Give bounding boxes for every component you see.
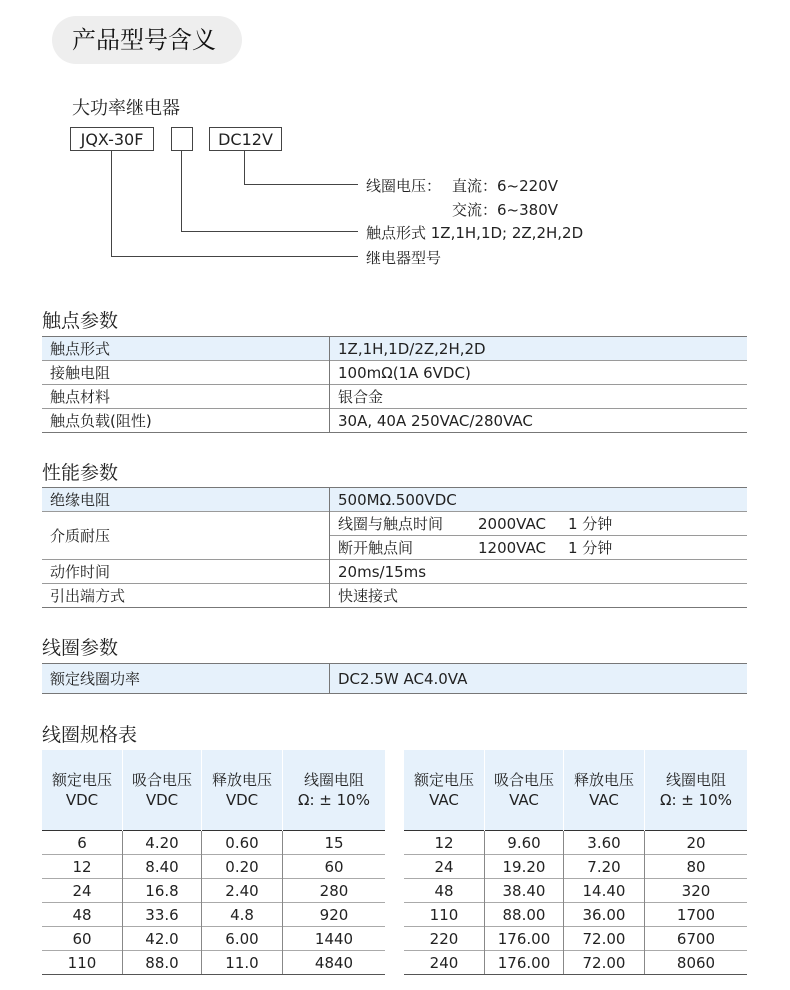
column-header: 线圈电阻 Ω: ± 10% — [645, 750, 748, 831]
dielectric-condition: 断开触点间 — [338, 539, 414, 557]
coil-params-table — [42, 663, 747, 694]
param-key: 动作时间 — [42, 560, 330, 584]
cell: 220 — [404, 927, 485, 951]
cell: 12 — [404, 831, 485, 855]
contact-form-desc: 触点形式 1Z,1H,1D; 2Z,2H,2D — [366, 224, 584, 242]
cell: 38.40 — [485, 879, 564, 903]
cell: 11.0 — [202, 951, 283, 975]
performance-params-table — [42, 487, 747, 608]
model-code-box: JQX-30F — [70, 127, 154, 151]
table-row — [42, 337, 747, 361]
param-value: 银合金 — [330, 385, 748, 409]
table-row — [42, 903, 385, 927]
table-row — [404, 927, 747, 951]
dc-voltage-range: 直流：6~220V — [452, 177, 559, 195]
coil-params-title: 线圈参数 — [42, 637, 119, 659]
cell: 1700 — [645, 903, 748, 927]
table-header-row — [42, 750, 385, 831]
coil-dc-table — [42, 750, 385, 975]
table-row — [42, 951, 385, 975]
param-key: 额定线圈功率 — [42, 664, 330, 694]
cell: 3.60 — [564, 831, 645, 855]
contact-params-title: 触点参数 — [42, 310, 119, 332]
cell: 2.40 — [202, 879, 283, 903]
page-title: 产品型号含义 — [52, 16, 242, 64]
cell: 20 — [645, 831, 748, 855]
param-value: 1Z,1H,1D/2Z,2H,2D — [330, 337, 748, 361]
table-row — [404, 831, 747, 855]
cell: 60 — [42, 927, 123, 951]
cell: 48 — [42, 903, 123, 927]
table-row — [42, 512, 747, 536]
cell: 0.20 — [202, 855, 283, 879]
dielectric-duration: 1 分钟 — [568, 539, 613, 557]
dielectric-duration: 1 分钟 — [568, 515, 613, 533]
cell: 110 — [42, 951, 123, 975]
column-header: 吸合电压 VAC — [485, 750, 564, 831]
voltage-connector-h — [244, 184, 358, 185]
cell: 24 — [42, 879, 123, 903]
param-key: 触点材料 — [42, 385, 330, 409]
cell: 88.0 — [123, 951, 202, 975]
param-key: 触点形式 — [42, 337, 330, 361]
param-value: 快速接式 — [330, 584, 748, 608]
cell: 24 — [404, 855, 485, 879]
param-value: 30A, 40A 250VAC/280VAC — [330, 409, 748, 433]
table-row — [404, 855, 747, 879]
table-row — [42, 664, 747, 694]
cell: 4840 — [283, 951, 386, 975]
cell: 72.00 — [564, 927, 645, 951]
table-row — [42, 927, 385, 951]
column-header: 吸合电压 VDC — [123, 750, 202, 831]
column-header: 线圈电阻 Ω: ± 10% — [283, 750, 386, 831]
cell: 176.00 — [485, 927, 564, 951]
cell: 320 — [645, 879, 748, 903]
cell: 80 — [645, 855, 748, 879]
cell: 19.20 — [485, 855, 564, 879]
param-key: 触点负载(阻性) — [42, 409, 330, 433]
coil-ac-table — [404, 750, 747, 975]
param-value: DC2.5W AC4.0VA — [330, 664, 748, 694]
table-header-row — [404, 750, 747, 831]
contact-connector-v — [181, 151, 182, 232]
cell: 8060 — [645, 951, 748, 975]
cell: 72.00 — [564, 951, 645, 975]
cell: 176.00 — [485, 951, 564, 975]
table-row — [42, 385, 747, 409]
relay-type-label: 大功率继电器 — [72, 98, 180, 119]
table-row — [42, 879, 385, 903]
dielectric-voltage: 1200VAC — [478, 539, 546, 557]
param-value — [330, 512, 748, 536]
column-header: 释放电压 VDC — [202, 750, 283, 831]
table-row — [42, 855, 385, 879]
ac-voltage-range: 交流：6~380V — [452, 201, 559, 219]
voltage-connector-v — [244, 151, 245, 185]
table-row — [42, 361, 747, 385]
dielectric-condition: 线圈与触点时间 — [338, 515, 444, 533]
param-key: 接触电阻 — [42, 361, 330, 385]
model-connector-h — [111, 256, 358, 257]
cell: 240 — [404, 951, 485, 975]
cell: 4.20 — [123, 831, 202, 855]
coil-voltage-label: 线圈电压： — [366, 177, 442, 195]
column-header: 额定电压 VDC — [42, 750, 123, 831]
cell: 7.20 — [564, 855, 645, 879]
cell: 15 — [283, 831, 386, 855]
cell: 48 — [404, 879, 485, 903]
cell: 14.40 — [564, 879, 645, 903]
cell: 12 — [42, 855, 123, 879]
relay-model-desc: 继电器型号 — [366, 249, 442, 267]
table-row — [42, 560, 747, 584]
cell: 1440 — [283, 927, 386, 951]
cell: 33.6 — [123, 903, 202, 927]
cell: 9.60 — [485, 831, 564, 855]
coil-spec-title: 线圈规格表 — [42, 724, 138, 746]
table-row — [404, 903, 747, 927]
contact-params-table — [42, 336, 747, 433]
cell: 8.40 — [123, 855, 202, 879]
table-row — [42, 584, 747, 608]
column-header: 额定电压 VAC — [404, 750, 485, 831]
cell: 110 — [404, 903, 485, 927]
cell: 0.60 — [202, 831, 283, 855]
param-key: 绝缘电阻 — [42, 488, 330, 512]
cell: 920 — [283, 903, 386, 927]
cell: 6700 — [645, 927, 748, 951]
voltage-box: DC12V — [209, 127, 282, 151]
cell: 16.8 — [123, 879, 202, 903]
contact-form-box — [171, 127, 193, 151]
cell: 280 — [283, 879, 386, 903]
contact-connector-h — [181, 231, 358, 232]
table-row — [42, 409, 747, 433]
param-value — [330, 536, 748, 560]
table-row — [404, 951, 747, 975]
table-row — [42, 488, 747, 512]
model-connector-v — [111, 151, 112, 257]
cell: 88.00 — [485, 903, 564, 927]
param-value: 20ms/15ms — [330, 560, 748, 584]
param-key: 引出端方式 — [42, 584, 330, 608]
cell: 6.00 — [202, 927, 283, 951]
table-row — [404, 879, 747, 903]
cell: 60 — [283, 855, 386, 879]
performance-params-title: 性能参数 — [42, 462, 119, 484]
cell: 6 — [42, 831, 123, 855]
cell: 36.00 — [564, 903, 645, 927]
param-key: 介质耐压 — [42, 512, 330, 560]
table-row — [42, 831, 385, 855]
cell: 42.0 — [123, 927, 202, 951]
column-header: 释放电压 VAC — [564, 750, 645, 831]
dielectric-voltage: 2000VAC — [478, 515, 546, 533]
param-value: 500MΩ.500VDC — [330, 488, 748, 512]
cell: 4.8 — [202, 903, 283, 927]
param-value: 100mΩ(1A 6VDC) — [330, 361, 748, 385]
